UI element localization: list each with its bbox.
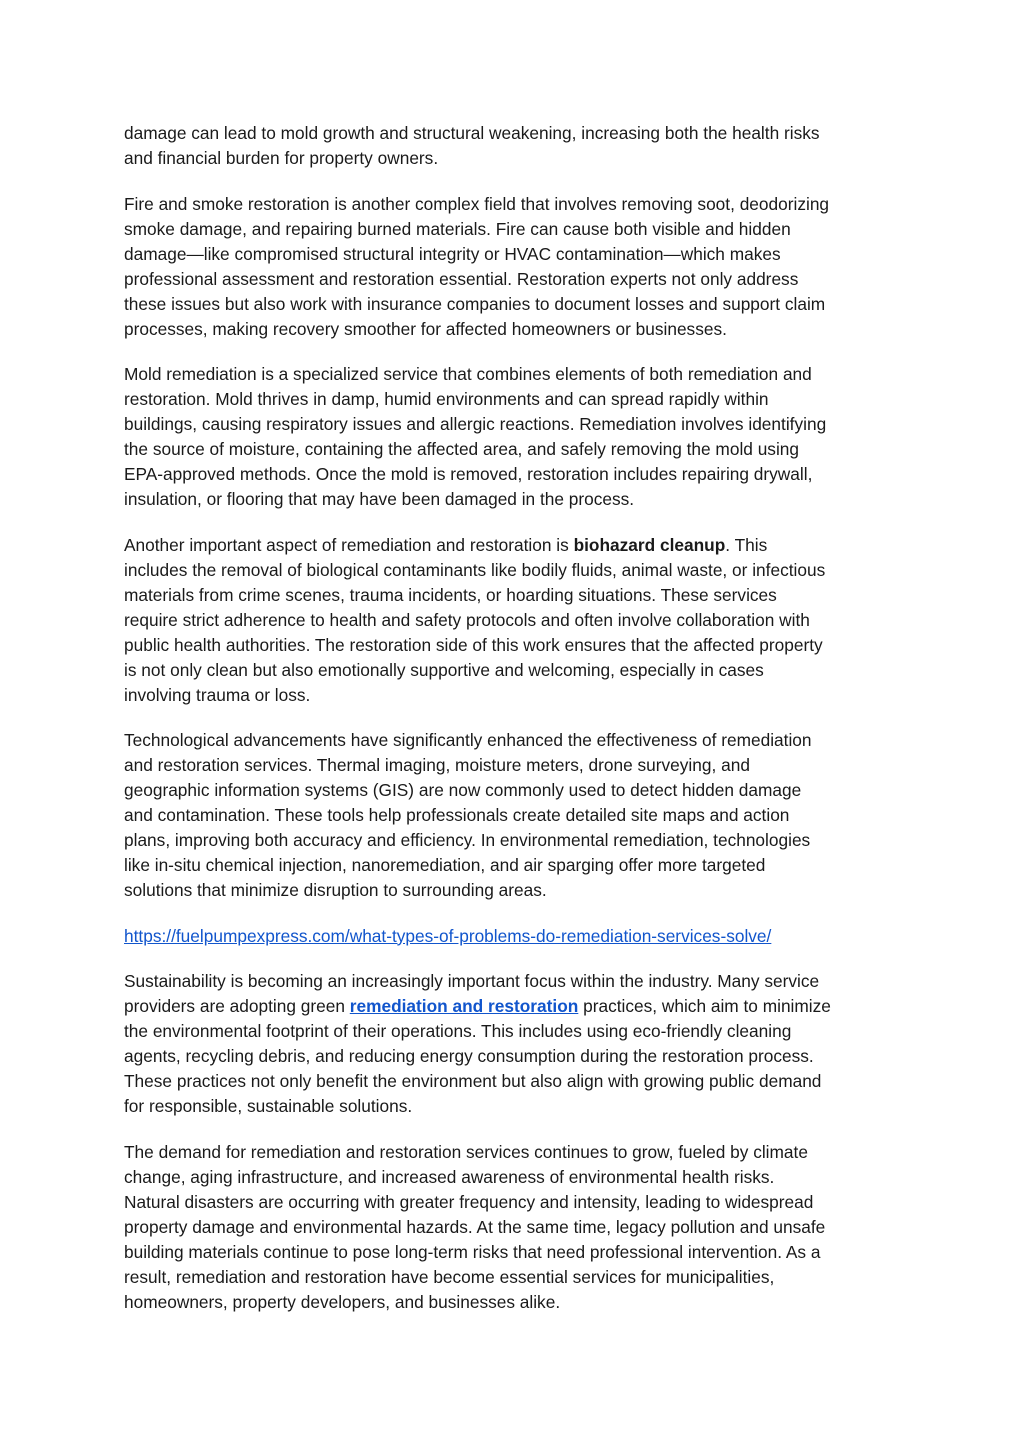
text-line: smoke damage, and repairing burned materials. Fire can cause both visible and hidden — [124, 218, 791, 239]
text-line: for responsible, sustainable solutions. — [124, 1096, 413, 1116]
text-line: the source of moisture, containing the affected area, and safely removing the mold using — [124, 439, 800, 459]
text-line: Sustainability is becoming an increasingly important focus within the industry. Many service — [124, 971, 820, 991]
paragraph-demand — [124, 1140, 904, 1315]
text-line: insulation, or flooring that may have been damaged in the process. — [124, 489, 635, 509]
text-run: . This — [725, 534, 768, 555]
text-run: Another important aspect of remediation and restoration is — [124, 534, 574, 555]
text-line: and financial burden for property owners. — [124, 148, 439, 168]
text-line: building materials continue to pose long-term risks that need professional intervention. As a — [124, 1241, 821, 1262]
text-line: involving trauma or loss. — [124, 684, 311, 705]
document-page — [124, 121, 904, 1335]
text-line: is not only clean but also emotionally supportive and welcoming, especially in cases — [124, 659, 764, 680]
paragraph-mold-damage — [124, 121, 904, 171]
text-line: Fire and smoke restoration is another complex field that involves removing soot, deodorizing — [124, 193, 830, 214]
text-run: practices, which aim to minimize — [578, 996, 831, 1016]
text-line: These practices not only benefit the environment but also align with growing public demand — [124, 1071, 822, 1091]
text-line: EPA-approved methods. Once the mold is removed, restoration includes repairing drywall, — [124, 464, 813, 484]
bold-term-biohazard-cleanup: biohazard cleanup — [573, 534, 726, 555]
paragraph-link — [124, 924, 904, 949]
text-run: providers are adopting green — [124, 996, 350, 1016]
text-line: agents, recycling debris, and reducing energy consumption during the restoration process. — [124, 1046, 814, 1066]
text-line: these issues but also work with insurance companies to document losses and support claim — [124, 293, 826, 314]
text-line: require strict adherence to health and safety protocols and often involve collaboration with — [124, 609, 810, 630]
paragraph-mold-remediation — [124, 362, 904, 512]
text-line: professional assessment and restoration essential. Restoration experts not only address — [124, 268, 799, 289]
text-line: processes, making recovery smoother for affected homeowners or businesses. — [124, 318, 727, 339]
paragraph-sustainability — [124, 969, 904, 1119]
text-line: and restoration services. Thermal imaging, moisture meters, drone surveying, and — [124, 755, 750, 775]
text-line: Technological advancements have significantly enhanced the effectiveness of remediation — [124, 730, 812, 750]
text-line: buildings, causing respiratory issues and allergic reactions. Remediation involves identifying — [124, 414, 827, 434]
text-line: public health authorities. The restoration side of this work ensures that the affected property — [124, 634, 823, 655]
text-line: includes the removal of biological contaminants like bodily fluids, animal waste, or infectious — [124, 559, 826, 580]
text-line: the environmental footprint of their operations. This includes using eco-friendly cleaning — [124, 1021, 792, 1041]
text-line: like in-situ chemical injection, nanoremediation, and air sparging offer more targeted — [124, 855, 766, 875]
text-line: materials from crime scenes, trauma incidents, or hoarding situations. These services — [124, 584, 777, 605]
text-line: plans, improving both accuracy and efficiency. In environmental remediation, technologies — [124, 830, 811, 850]
text-line: restoration. Mold thrives in damp, humid environments and can spread rapidly within — [124, 389, 769, 409]
paragraph-technology — [124, 728, 904, 903]
text-line: change, aging infrastructure, and increased awareness of environmental health risks. — [124, 1166, 775, 1187]
text-line: homeowners, property developers, and businesses alike. — [124, 1291, 561, 1312]
text-line: damage can lead to mold growth and structural weakening, increasing both the health risks — [124, 123, 820, 143]
paragraph-fire-smoke — [124, 192, 904, 342]
text-line: and contamination. These tools help professionals create detailed site maps and action — [124, 805, 790, 825]
text-line — [124, 994, 904, 1019]
text-line: damage—like compromised structural integrity or HVAC contamination—which makes — [124, 243, 781, 264]
text-line: The demand for remediation and restoration services continues to grow, fueled by climate — [124, 1141, 808, 1162]
text-line: property damage and environmental hazards. At the same time, legacy pollution and unsafe — [124, 1216, 826, 1237]
reference-link[interactable]: https://fuelpumpexpress.com/what-types-of-problems-do-remediation-services-solve/ — [124, 925, 772, 946]
text-line — [124, 533, 904, 558]
paragraph-biohazard — [124, 533, 904, 708]
text-line: geographic information systems (GIS) are now commonly used to detect hidden damage — [124, 780, 802, 800]
remediation-restoration-link[interactable]: remediation and restoration — [349, 996, 579, 1016]
text-line: solutions that minimize disruption to surrounding areas. — [124, 880, 547, 900]
text-line: Natural disasters are occurring with greater frequency and intensity, leading to widespread — [124, 1191, 814, 1212]
text-line: Mold remediation is a specialized service that combines elements of both remediation and — [124, 364, 812, 384]
text-line: result, remediation and restoration have become essential services for municipalities, — [124, 1266, 775, 1287]
